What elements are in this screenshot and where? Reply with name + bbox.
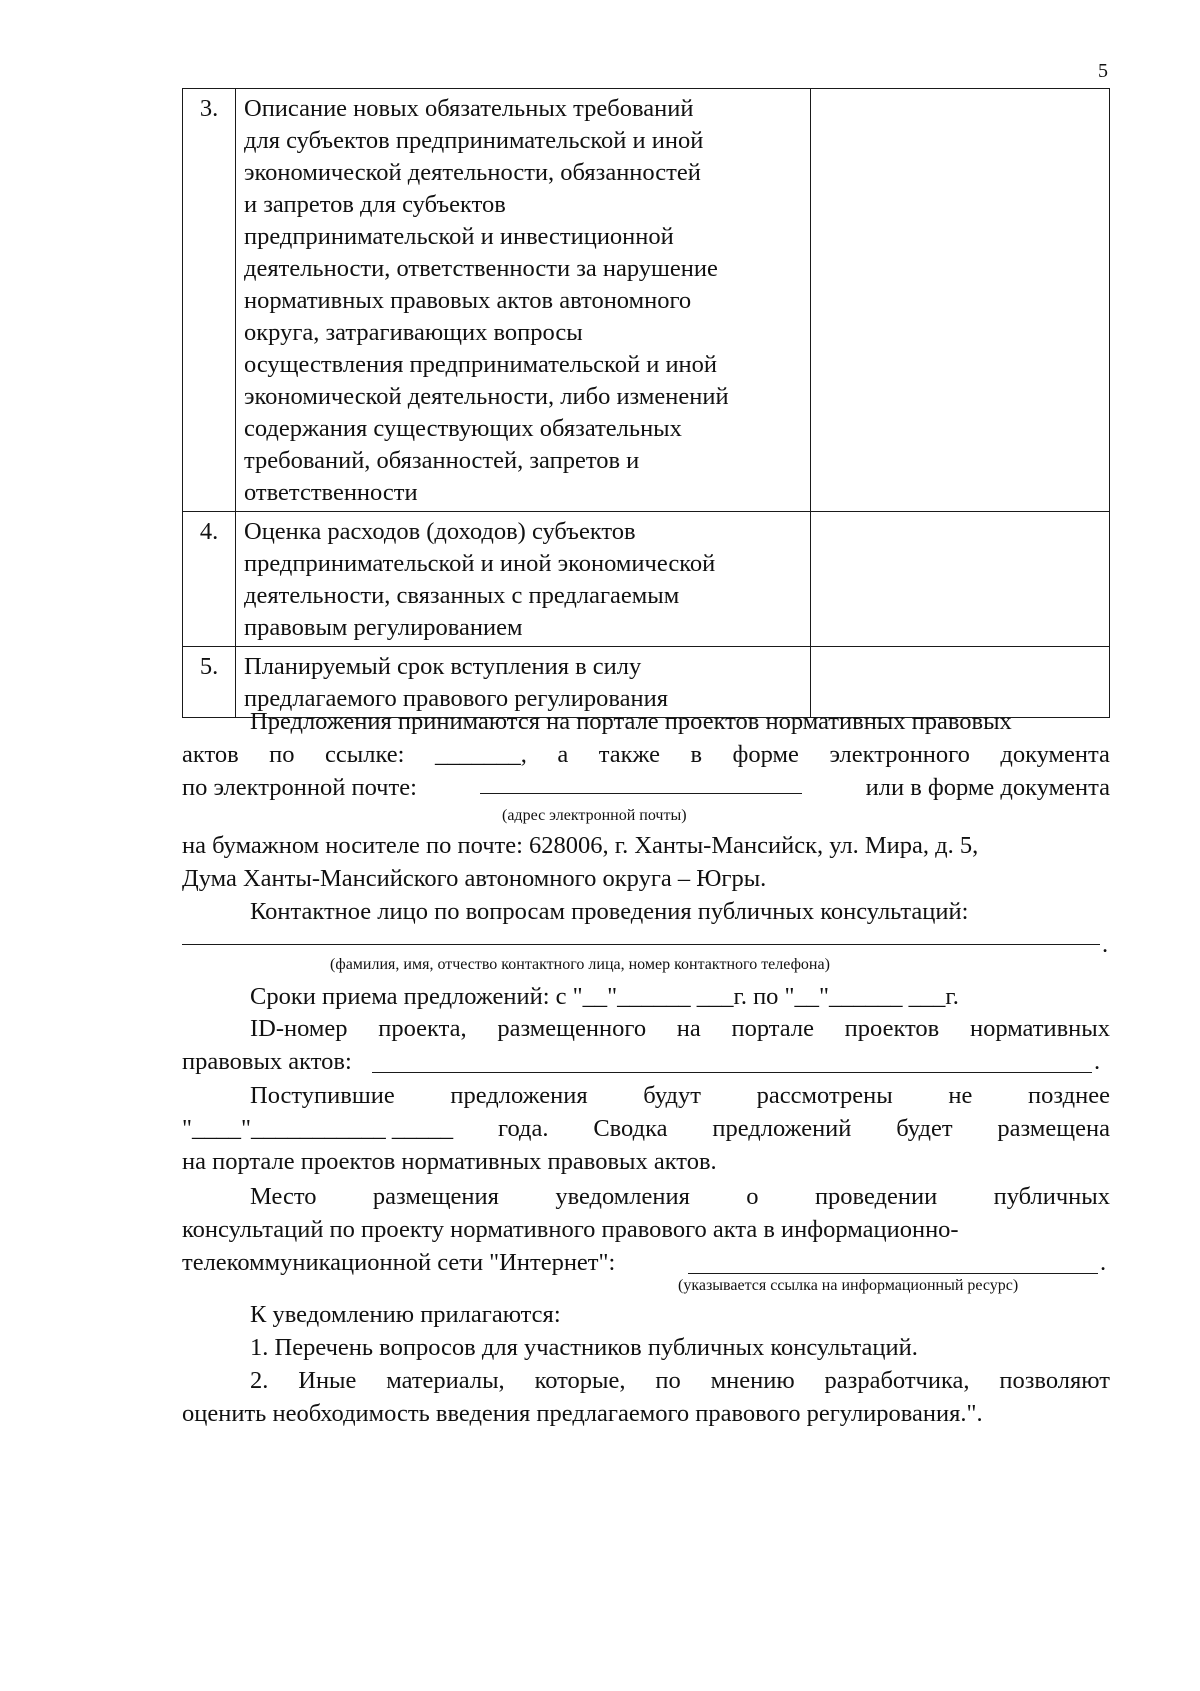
proposals-word: электронного: [829, 741, 970, 768]
contact-end-mark: .: [1102, 931, 1109, 958]
description-line: предпринимательской и иной экономической: [244, 550, 716, 577]
description-line: ответственности: [244, 479, 418, 506]
review-line-2: [182, 1112, 1110, 1145]
description-line: Оценка расходов (доходов) субъектов: [244, 518, 636, 545]
description-line: предпринимательской и инвестиционной: [244, 223, 674, 250]
placement-word: о: [746, 1183, 759, 1210]
email-label: по электронной почте:: [182, 774, 417, 801]
row-description-cell: [236, 89, 811, 512]
attachment-item-2-line-2: оценить необходимость введения предлагаемого правового регулирования.".: [182, 1400, 983, 1427]
attachment-word: мнению: [710, 1367, 795, 1394]
page-number: 5: [1098, 60, 1108, 82]
review-line-3: на портале проектов нормативных правовых актов.: [182, 1148, 717, 1175]
proposals-word: ссылке:: [325, 741, 405, 768]
attachment-item-1: 1. Перечень вопросов для участников публичных консультаций.: [250, 1334, 918, 1361]
project-id-line-1: [250, 1012, 1110, 1045]
proposals-line-3: [182, 771, 1110, 804]
placement-label: телекоммуникационной сети "Интернет":: [182, 1249, 616, 1276]
table-row: [183, 512, 1110, 647]
description-line: экономической деятельности, либо изменений: [244, 383, 729, 410]
description-line: Планируемый срок вступления в силу: [244, 653, 642, 680]
contact-caption: (фамилия, имя, отчество контактного лица, номер контактного телефона): [330, 956, 830, 973]
description-line: деятельности, ответственности за нарушение: [244, 255, 718, 282]
project-id-word: проектов: [844, 1015, 940, 1042]
deadline-line: Сроки приема предложений: с "__"______ ___г. по "__"______ ___г.: [250, 983, 959, 1010]
description-line: осуществления предпринимательской и иной: [244, 351, 718, 378]
project-id-word: ID-номер: [250, 1015, 348, 1042]
description-line: округа, затрагивающих вопросы: [244, 319, 583, 346]
description-line: правовым регулированием: [244, 614, 523, 641]
email-blank[interactable]: [480, 771, 802, 794]
attachment-word: разработчика,: [824, 1367, 970, 1394]
placement-word: Место: [250, 1183, 317, 1210]
contact-label: Контактное лицо по вопросам проведения публичных консультаций:: [250, 898, 969, 925]
proposals-line-4: на бумажном носителе по почте: 628006, г. Ханты-Мансийск, ул. Мира, д. 5,: [182, 832, 979, 859]
placement-blank-line[interactable]: [688, 1273, 1098, 1274]
attachment-item-2-line-1: [250, 1364, 1110, 1397]
proposals-word: форме: [732, 741, 799, 768]
project-id-label: правовых актов:: [182, 1048, 352, 1075]
project-id-word: нормативных: [969, 1015, 1110, 1042]
review-word: не: [948, 1082, 973, 1109]
proposals-word: документа: [1000, 741, 1110, 768]
review-word: рассмотрены: [756, 1082, 893, 1109]
row-response-cell[interactable]: [811, 512, 1110, 647]
description-line: для субъектов предпринимательской и иной: [244, 127, 704, 154]
attachment-word: 2.: [250, 1367, 269, 1394]
placement-line-1: [250, 1180, 1110, 1213]
proposals-word: _______,: [434, 741, 527, 768]
attachment-word: которые,: [534, 1367, 626, 1394]
description-line: требований, обязанностей, запретов и: [244, 447, 640, 474]
project-id-blank-line[interactable]: [372, 1072, 1092, 1073]
placement-caption: (указывается ссылка на информационный ресурс): [678, 1277, 1019, 1294]
row-description-cell: [236, 512, 811, 647]
project-id-word: проекта,: [378, 1015, 467, 1042]
attachment-word: по: [655, 1367, 681, 1394]
proposals-word: актов: [182, 741, 239, 768]
requirements-table: [182, 88, 1110, 718]
review-date-blank[interactable]: "____"___________ _____: [182, 1115, 454, 1142]
review-word: Поступившие: [250, 1082, 395, 1109]
email-caption: (адрес электронной почты): [502, 807, 687, 824]
placement-word: размещения: [372, 1183, 499, 1210]
review-word: Сводка: [593, 1115, 668, 1142]
paper-form-label: или в форме документа: [865, 774, 1110, 801]
review-word: предложения: [450, 1082, 588, 1109]
proposals-word: также: [598, 741, 660, 768]
row-number-cell: 4.: [183, 512, 236, 647]
project-id-end-mark: .: [1094, 1048, 1101, 1075]
placement-word: уведомления: [555, 1183, 690, 1210]
description-line: Описание новых обязательных требований: [244, 95, 694, 122]
proposals-word: а: [557, 741, 569, 768]
proposals-line-2: [182, 738, 1110, 771]
placement-word: публичных: [993, 1183, 1110, 1210]
attachments-heading: К уведомлению прилагаются:: [250, 1301, 561, 1328]
description-line: деятельности, связанных с предлагаемым: [244, 582, 680, 609]
project-id-word: портале: [731, 1015, 814, 1042]
project-id-word: на: [676, 1015, 701, 1042]
review-word: будет: [896, 1115, 953, 1142]
proposals-word: в: [690, 741, 703, 768]
placement-line-2: консультаций по проекту нормативного правового акта в информационно-: [182, 1216, 959, 1243]
review-line-1: [250, 1079, 1110, 1112]
attachment-word: позволяют: [999, 1367, 1110, 1394]
review-word: размещена: [997, 1115, 1110, 1142]
proposals-line-1: Предложения принимаются на портале проектов нормативных правовых: [250, 708, 1012, 735]
proposals-line-5: Дума Ханты-Мансийского автономного округа – Югры.: [182, 865, 767, 892]
proposals-word: по: [269, 741, 295, 768]
description-line: и запретов для субъектов: [244, 191, 506, 218]
description-line: предлагаемого правового регулирования: [244, 685, 668, 712]
attachment-word: материалы,: [386, 1367, 505, 1394]
review-word: позднее: [1028, 1082, 1110, 1109]
description-line: экономической деятельности, обязанностей: [244, 159, 701, 186]
table-row: [183, 89, 1110, 512]
row-response-cell[interactable]: [811, 89, 1110, 512]
project-id-word: размещенного: [497, 1015, 647, 1042]
description-line: содержания существующих обязательных: [244, 415, 682, 442]
placement-end-mark: .: [1100, 1249, 1107, 1276]
review-word: будут: [643, 1082, 701, 1109]
attachment-word: Иные: [298, 1367, 357, 1394]
row-number-cell: 3.: [183, 89, 236, 512]
review-word: предложений: [712, 1115, 852, 1142]
row-number-cell: 5.: [183, 647, 236, 718]
contact-blank-line[interactable]: [182, 944, 1100, 945]
description-line: нормативных правовых актов автономного: [244, 287, 692, 314]
requirements-table-body: [183, 89, 1110, 718]
placement-word: проведении: [814, 1183, 938, 1210]
review-word: года.: [498, 1115, 549, 1142]
